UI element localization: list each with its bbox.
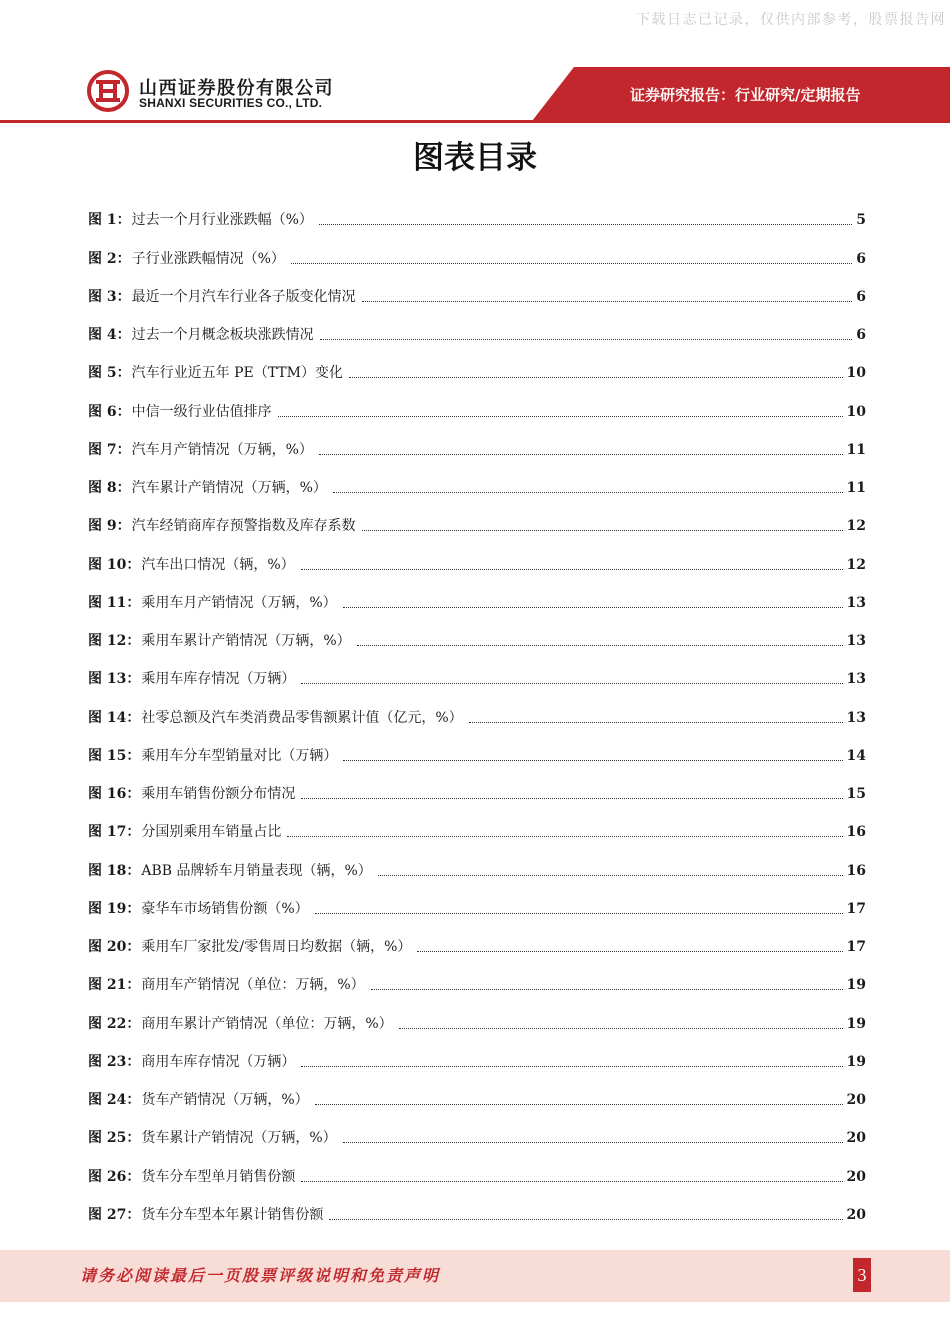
toc-entry[interactable]	[88, 269, 866, 307]
toc-entry-page[interactable]: 13	[846, 594, 866, 611]
company-name-cn: 山西证券股份有限公司	[139, 78, 334, 99]
toc-leader-dots	[469, 721, 843, 723]
toc-entry-label: 图 22：	[88, 1015, 141, 1032]
toc-entry[interactable]	[88, 881, 866, 919]
toc-entry-label: 图 27：	[88, 1206, 141, 1223]
toc-entry-title[interactable]: 社零总额及汽车类消费品零售额累计值（亿元，%）	[141, 709, 463, 726]
toc-entry-title[interactable]: 货车分车型单月销售份额	[141, 1168, 296, 1185]
toc-entry-title[interactable]: 过去一个月概念板块涨跌情况	[131, 327, 314, 343]
toc-entry-title[interactable]: 汽车经销商库存预警指数及库存系数	[131, 518, 356, 535]
toc-leader-dots	[343, 759, 842, 761]
toc-entry[interactable]	[88, 498, 866, 536]
company-name-en: SHANXI SECURITIES CO., LTD.	[139, 96, 323, 110]
toc-entry[interactable]	[88, 230, 866, 268]
toc-entry-label: 图 14：	[88, 709, 141, 726]
toc-entry-label: 图 23：	[88, 1053, 141, 1070]
toc-entry-title[interactable]: 货车累计产销情况（万辆，%）	[141, 1130, 337, 1147]
toc-entry[interactable]	[88, 995, 866, 1033]
toc-leader-dots	[301, 682, 842, 684]
toc-entry[interactable]	[88, 345, 866, 383]
toc-leader-dots	[349, 376, 843, 378]
toc-entry-label: 图 1：	[88, 212, 131, 229]
toc-entry[interactable]	[88, 1148, 866, 1186]
toc-entry-title[interactable]: 最近一个月汽车行业各子版变化情况	[131, 288, 356, 305]
toc-entry-title[interactable]: 中信一级行业估值排序	[131, 403, 272, 420]
toc-entry-label: 图 19：	[88, 900, 141, 917]
toc-entry-label: 图 6：	[88, 403, 131, 420]
page-title: 图表目录	[413, 140, 537, 176]
toc-entry[interactable]	[88, 804, 866, 842]
toc-entry-page[interactable]: 13	[846, 709, 866, 726]
toc-entry-page[interactable]: 20	[846, 1206, 866, 1223]
toc-entry-label: 图 9：	[88, 518, 131, 535]
toc-leader-dots	[362, 300, 853, 302]
company-logo-icon	[86, 70, 130, 112]
toc-entry-page[interactable]: 5	[856, 212, 866, 229]
toc-entry-page[interactable]: 20	[846, 1092, 866, 1108]
toc-leader-dots	[319, 453, 843, 455]
toc-entry[interactable]	[88, 460, 866, 498]
toc-entry-label: 图 21：	[88, 977, 141, 994]
toc-entry-page[interactable]: 20	[846, 1168, 866, 1185]
toc-leader-dots	[315, 1103, 843, 1105]
page-number: 3	[853, 1258, 871, 1292]
toc-entry[interactable]	[88, 651, 866, 689]
toc-entry-page[interactable]: 13	[846, 633, 866, 649]
toc-entry-title[interactable]: 乘用车分车型销量对比（万辆）	[141, 747, 338, 764]
toc-entry-label: 图 15：	[88, 747, 141, 764]
toc-entry-title[interactable]: 货车分车型本年累计销售份额	[141, 1206, 324, 1223]
report-type: 证券研究报告：行业研究/定期报告	[630, 86, 861, 104]
toc-entry-page[interactable]: 6	[856, 327, 866, 343]
toc-entry[interactable]	[88, 766, 866, 804]
toc-entry-page[interactable]: 16	[846, 862, 866, 879]
toc-entry[interactable]	[88, 1187, 866, 1225]
toc-entry-page[interactable]: 13	[846, 671, 866, 688]
toc-leader-dots	[301, 568, 843, 570]
toc-entry[interactable]	[88, 192, 866, 230]
toc-leader-dots	[319, 223, 852, 225]
toc-entry-title[interactable]: 商用车产销情况（单位：万辆，%）	[141, 977, 365, 994]
toc-leader-dots	[357, 644, 843, 646]
toc-leader-dots	[417, 950, 842, 952]
toc-leader-dots	[278, 415, 843, 417]
figure-toc-list	[88, 192, 866, 1225]
toc-entry-label: 图 8：	[88, 480, 131, 496]
toc-entry-title[interactable]: 货车产销情况（万辆，%）	[141, 1092, 309, 1108]
toc-entry-page[interactable]: 14	[846, 747, 866, 764]
toc-entry[interactable]	[88, 383, 866, 421]
toc-entry-label: 图 5：	[88, 365, 131, 382]
toc-leader-dots	[287, 835, 842, 837]
toc-leader-dots	[371, 988, 843, 990]
toc-entry-title[interactable]: 子行业涨跌幅情况（%）	[131, 250, 285, 267]
toc-entry[interactable]	[88, 307, 866, 345]
toc-entry-title[interactable]: 乘用车厂家批发/零售周日均数据（辆，%）	[141, 939, 412, 955]
toc-entry-title[interactable]: 过去一个月行业涨跌幅（%）	[131, 212, 313, 229]
toc-entry-page[interactable]: 10	[846, 365, 866, 382]
toc-entry-title[interactable]: 豪华车市场销售份额（%）	[141, 900, 309, 917]
toc-entry-title[interactable]: 乘用车累计产销情况（万辆，%）	[141, 633, 351, 649]
toc-entry-label: 图 20：	[88, 939, 141, 955]
toc-leader-dots	[343, 606, 843, 608]
toc-entry-label: 图 24：	[88, 1092, 141, 1108]
toc-entry-title[interactable]: 乘用车销售份额分布情况	[141, 786, 296, 802]
toc-entry-title[interactable]: 商用车累计产销情况（单位：万辆，%）	[141, 1015, 393, 1032]
toc-entry[interactable]	[88, 1072, 866, 1110]
page-header	[0, 0, 950, 130]
toc-entry[interactable]	[88, 1034, 866, 1072]
toc-entry-label: 图 7：	[88, 441, 131, 458]
toc-entry-label: 图 4：	[88, 327, 131, 343]
toc-entry-page[interactable]: 15	[846, 786, 866, 802]
toc-entry-title[interactable]: ABB 品牌轿车月销量表现（辆，%）	[141, 862, 372, 879]
toc-entry-page[interactable]: 10	[846, 403, 866, 420]
toc-entry[interactable]	[88, 728, 866, 766]
toc-entry[interactable]	[88, 575, 866, 613]
toc-entry-page[interactable]: 19	[846, 1015, 866, 1032]
toc-entry-label: 图 17：	[88, 824, 141, 841]
toc-entry-title[interactable]: 汽车月产销情况（万辆，%）	[131, 441, 313, 458]
toc-entry-title[interactable]: 乘用车库存情况（万辆）	[141, 671, 296, 688]
toc-entry-label: 图 12：	[88, 633, 141, 649]
toc-leader-dots	[301, 1065, 842, 1067]
toc-entry-label: 图 13：	[88, 671, 141, 688]
toc-entry-title[interactable]: 汽车出口情况（辆，%）	[141, 556, 295, 573]
toc-leader-dots	[399, 1027, 843, 1029]
toc-entry-page[interactable]: 20	[846, 1130, 866, 1147]
toc-entry-label: 图 11：	[88, 594, 141, 611]
toc-entry[interactable]	[88, 1110, 866, 1148]
toc-entry[interactable]	[88, 536, 866, 574]
toc-entry-page[interactable]: 19	[846, 977, 866, 994]
toc-entry[interactable]	[88, 689, 866, 727]
toc-entry-title[interactable]: 商用车库存情况（万辆）	[141, 1053, 296, 1070]
toc-entry-label: 图 26：	[88, 1168, 141, 1185]
toc-entry-page[interactable]: 17	[846, 939, 866, 955]
toc-entry[interactable]	[88, 842, 866, 880]
toc-leader-dots	[362, 529, 843, 531]
toc-entry-label: 图 25：	[88, 1130, 141, 1147]
toc-leader-dots	[343, 1141, 843, 1143]
toc-entry-title[interactable]: 乘用车月产销情况（万辆，%）	[141, 594, 337, 611]
toc-entry-page[interactable]: 6	[856, 288, 866, 305]
toc-leader-dots	[378, 874, 843, 876]
toc-entry-title[interactable]: 汽车行业近五年 PE（TTM）变化	[131, 365, 343, 382]
toc-entry-page[interactable]: 17	[846, 900, 866, 917]
toc-leader-dots	[315, 912, 843, 914]
toc-entry-page[interactable]: 6	[856, 250, 866, 267]
watermark: 下载日志已记录，仅供内部参考，股票报告网	[636, 12, 946, 28]
toc-entry-page[interactable]: 12	[846, 556, 866, 573]
toc-entry-title[interactable]: 汽车累计产销情况（万辆，%）	[131, 480, 327, 496]
toc-entry[interactable]	[88, 919, 866, 957]
toc-leader-dots	[301, 1180, 842, 1182]
toc-entry-label: 图 16：	[88, 786, 141, 802]
footer-disclaimer: 请务必阅读最后一页股票评级说明和免责声明	[80, 1266, 441, 1285]
toc-entry-page[interactable]: 12	[846, 518, 866, 535]
toc-entry[interactable]	[88, 613, 866, 651]
header-divider	[0, 120, 950, 123]
toc-leader-dots	[333, 491, 843, 493]
toc-leader-dots	[320, 338, 853, 340]
toc-entry-page[interactable]: 16	[846, 824, 866, 841]
toc-entry-label: 图 3：	[88, 288, 131, 305]
toc-entry[interactable]	[88, 422, 866, 460]
toc-entry-title[interactable]: 分国别乘用车销量占比	[141, 824, 282, 841]
toc-entry-label: 图 18：	[88, 862, 141, 879]
toc-entry-label: 图 10：	[88, 556, 141, 573]
toc-leader-dots	[329, 1218, 842, 1220]
toc-entry-label: 图 2：	[88, 250, 131, 267]
toc-entry-page[interactable]: 11	[846, 441, 866, 458]
toc-leader-dots	[301, 797, 842, 799]
toc-entry[interactable]	[88, 957, 866, 995]
toc-leader-dots	[291, 262, 852, 264]
toc-entry-page[interactable]: 11	[846, 480, 866, 496]
toc-entry-page[interactable]: 19	[846, 1053, 866, 1070]
